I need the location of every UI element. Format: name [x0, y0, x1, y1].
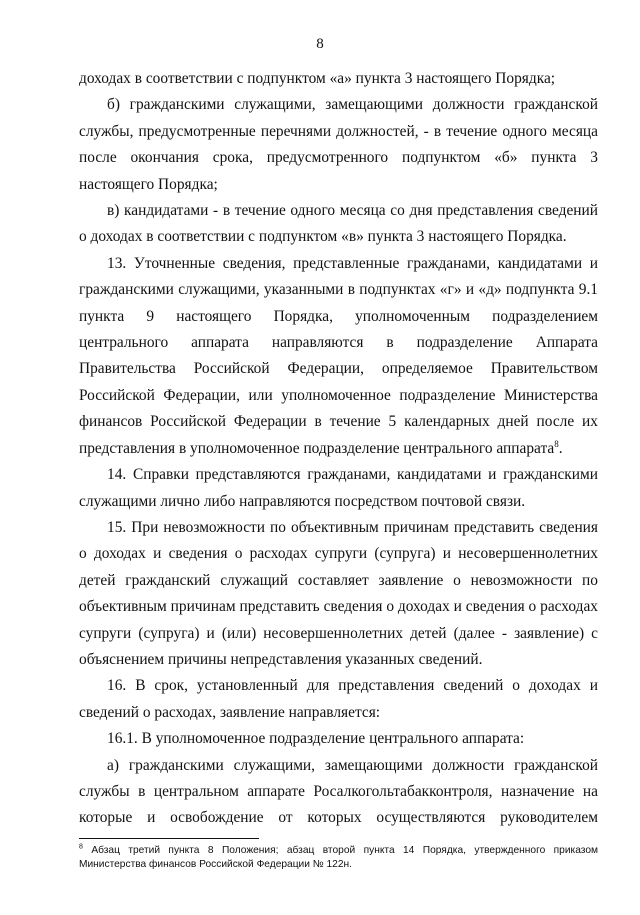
paragraph-continuation: доходах в соответствии с подпунктом «а» пункта 3 настоящего Порядка;: [79, 70, 556, 87]
paragraph-13: 13. Уточненные сведения, представленные гражданами, кандидатами и гражданскими служащими, указанными в подпунктах «г» и «д» подпункта 9.1 пункта 9 настоящего Порядка, уполномоченным подразделением центрального аппарата направляются в подразделение Аппарата Правительства Российской Федерации, определяемое Правительством Российской Федерации, или уполномоченное подразделение Министерства финансов Российской Федерации в течение 5 календарных дней после их представления в уполномоченное подразделение центрального аппарата$^8$.: [79, 254, 598, 457]
footnote: [79, 844, 598, 872]
footnote-mark: 8: [79, 843, 83, 851]
footnote-text: Абзац третий пункта 8 Положения; абзац второй пункта 14 Порядка, утвержденного приказом Министерства финансов Российской Федерации № 122н.: [79, 845, 598, 870]
document-body: [79, 66, 598, 832]
paragraph-16: 16. В срок, установленный для представления сведений о доходах и сведений о расходах, заявление направляется:: [79, 677, 598, 721]
footnote-divider: [79, 838, 259, 839]
paragraph-13-text: 13. Уточненные сведения, представленные гражданами, кандидатами и гражданскими служащими, указанными в подпунктах «г» и «д» подпункта 9.1 пункта 9 настоящего Порядка, уполномоченным подразделением центрального аппарата направляются в подразделение Аппарата Правительства Российской Федерации, определяемое Правительством Российской Федерации, или уполномоченное подразделение Министерства финансов Российской Федерации в течение 5 календарных дней после их представления в уполномоченное подразделение центрального аппарата: [79, 254, 598, 457]
page-number: 8: [316, 36, 324, 52]
paragraph-12b: б) гражданскими служащими, замещающими должности гражданской службы, предусмотренные перечнями должностей, - в течение одного месяца после окончания срока, предусмотренного подпунктом «б» пункта 3 настоящего Порядка;: [79, 96, 598, 193]
paragraph-16-1: 16.1. В уполномоченное подразделение центрального аппарата:: [107, 730, 525, 748]
footnote-reference: 8: [554, 438, 559, 449]
paragraph-16-1-a: а) гражданскими служащими, замещающими должности гражданской службы в центральном аппарате Росалкогольтабакконтроля, назначение на которые и освобождение от которых осуществляются руководителем: [79, 756, 598, 827]
paragraph-15: 15. При невозможности по объективным причинам представить сведения о доходах и сведения о расходах супруги (супруга) и несовершеннолетних детей гражданский служащий составляет заявление о невозможности по объективным причинам представить сведения о доходах и сведения о расходах супруги (супруга) и (или) несовершеннолетних детей (далее - заявление) с объяснением причины непредставления указанных сведений.: [79, 518, 598, 668]
paragraph-14: 14. Справки представляются гражданами, кандидатами и гражданскими служащими лично либо направляются посредством почтовой связи.: [79, 466, 598, 510]
paragraph-12c: в) кандидатами - в течение одного месяца со дня представления сведений о доходах в соответствии с подпунктом «в» пункта 3 настоящего Порядка.: [79, 202, 598, 246]
